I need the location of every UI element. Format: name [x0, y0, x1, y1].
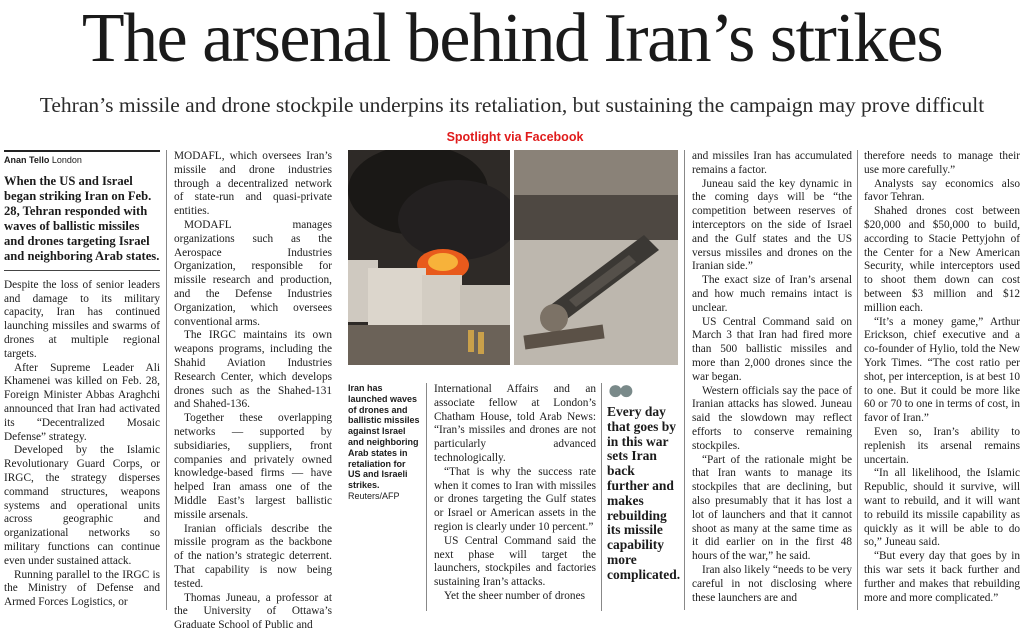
photo-missile-illustration [514, 150, 678, 365]
column-2 [174, 150, 332, 633]
photo-group [348, 150, 678, 365]
paragraph: Iran also likely “needs to be very careful in not disclosing where these launchers are and [692, 563, 852, 604]
paragraph: MODAFL manages organizations such as the Aerospace Industries Organization, responsible for missile research and production, and the Defense Industries Organization, which oversees conventional arms. [174, 218, 332, 328]
author-name: Anan Tello [4, 155, 50, 165]
paragraph: Juneau said the key dynamic in the coming days will be “the competition between reserves of interceptors on the side of Israel and the Gulf states and the US versus missiles and drones on the Iranian side.” [692, 177, 852, 273]
photo-caption [348, 383, 420, 502]
paragraph: Analysts say economics also favor Tehran. [864, 177, 1020, 204]
paragraph: International Affairs and an associate fellow at London’s Chatham House, told Arab News: “Iran’s missiles and drones are not particularly advanced technologically. [434, 383, 596, 464]
spotlight-credit[interactable]: Spotlight via Facebook [446, 130, 584, 144]
pull-quote-text: Every day that goes by in this war sets Iran back further and makes rebuilding its missile capability more complicated. [607, 404, 681, 582]
byline [4, 150, 160, 168]
paragraph: Even so, Iran’s ability to replenish its arsenal remains uncertain. [864, 425, 1020, 466]
column-rule [684, 150, 685, 610]
photo-fire-at-fuel-tanks [348, 150, 510, 365]
paragraph: “In all likelihood, the Islamic Republic, should it survive, will want to rebuild, and it will want to rebuild its missile capability as quickly as it will be able to do so,” Juneau said. [864, 467, 1020, 549]
column-rule [166, 150, 167, 610]
paragraph: Thomas Juneau, a professor at the University of Ottawa’s Graduate School of Public and [174, 591, 332, 632]
paragraph: Despite the loss of senior leaders and damage to its military capacity, Iran has continued launching missiles and swarms of drones at multiple regional targets. [4, 278, 160, 360]
paragraph: MODAFL, which oversees Iran’s missile and drone industries through a decentralized network of state-run and quasi-private entities. [174, 150, 332, 218]
byline-place: London [51, 155, 82, 165]
paragraph: “But every day that goes by in this war sets it back further and further and makes that rebuilding more and more complicated.” [864, 550, 1020, 604]
column-4 [692, 150, 852, 605]
paragraph: Developed by the Islamic Revolutionary Guard Corps, or IRGC, the strategy disperses command structures, weapons systems and operational units across geographic and organizational networks so military functions can continue even under sustained attack. [4, 444, 160, 567]
paragraph: The IRGC maintains its own weapons programs, including the Shahid Aviation Industries Research Center, which develops drones such as the Shahed-131 and Shahed-136. [174, 329, 332, 411]
paragraph: Western officials say the pace of Iranian attacks has slowed. Juneau said the slowdown may reflect efforts to conserve remaining stockpiles. [692, 384, 852, 452]
paragraph: “That is why the success rate when it comes to Iran with missiles or drones targeting the Gulf states or Israel or American assets in the region is clearly under 10 percent.” [434, 465, 596, 533]
lede: When the US and Israel began striking Iran on Feb. 28, Tehran responded with waves of ballistic missiles and drones targeting Israel and neighboring Arab states. [4, 174, 160, 271]
paragraph: Running parallel to the IRGC is the Ministry of Defense and Armed Forces Logistics, or [4, 568, 160, 609]
paragraph: and missiles Iran has accumulated remains a factor. [692, 150, 852, 176]
pull-quote [607, 375, 681, 583]
photo-missile-display [514, 150, 678, 365]
paragraph: US Central Command said on March 3 that Iran had fired more than 500 ballistic missiles and more than 2,000 drones since the war began. [692, 315, 852, 383]
photo-fire-illustration [348, 150, 510, 365]
column-1 [4, 150, 160, 610]
headline: The arsenal behind Iran’s strikes [81, 0, 943, 77]
paragraph: Shahed drones cost between $20,000 and $50,000 to build, according to Stacie Pettyjohn of the Center for a New American Security, while interceptors used to shoot them down can cost between $3 million and $12 million each. [864, 205, 1020, 314]
column-rule [601, 383, 602, 611]
paragraph: therefore needs to manage their use more carefully.” [864, 150, 1020, 176]
paragraph: “It’s a money game,” Arthur Erickson, chief executive and a co-founder of Hylio, told the New York Times. “The cost ratio per shot, per interception, is at best 10 to one. But it could be more like 60 or 70 to one in terms of cost, in favor of Iran.” [864, 315, 1020, 425]
column-rule [426, 383, 427, 611]
column-3 [434, 383, 596, 604]
deck: Tehran’s missile and drone stockpile underpins its retaliation, but sustaining the campaign may prove difficult [39, 93, 985, 117]
paragraph: US Central Command said the next phase will target the launchers, stockpiles and factories sustaining Iran’s attacks. [434, 534, 596, 589]
paragraph: “Part of the rationale might be that Iran wants to manage its stockpiles that are declining, but also presumably that it has lost a lot of launchers and that it cannot shoot as many at the same time as it did earlier on in the first 48 hours of the war,” he said. [692, 453, 852, 563]
paragraph: Iranian officials describe the missile program as the backbone of the nation’s strategic deterrent. That capability is now being tested. [174, 522, 332, 590]
paragraph: Together these overlapping networks — supported by subsidiaries, suppliers, front companies and privately owned knowledge-based firms — have helped Iran amass one of the Middle East’s largest ballistic missile arsenals. [174, 412, 332, 521]
paragraph: The exact size of Iran’s arsenal and how much remains intact is unclear. [692, 274, 852, 314]
paragraph: Yet the sheer number of drones [444, 589, 585, 602]
quote-icon: ●● [607, 375, 629, 406]
caption-text: Iran has launched waves of drones and ballistic missiles against Israel and neighboring Arab states in retaliation for US and Israeli strikes. [348, 383, 420, 491]
column-5 [864, 150, 1020, 605]
photo-credit: Reuters/AFP [348, 490, 400, 501]
paragraph: After Supreme Leader Ali Khamenei was killed on Feb. 28, Foreign Minister Abbas Araghchi announced that Iran had activated its “Decentralized Mosaic Defense” strategy. [4, 361, 160, 443]
column-rule [857, 150, 858, 610]
